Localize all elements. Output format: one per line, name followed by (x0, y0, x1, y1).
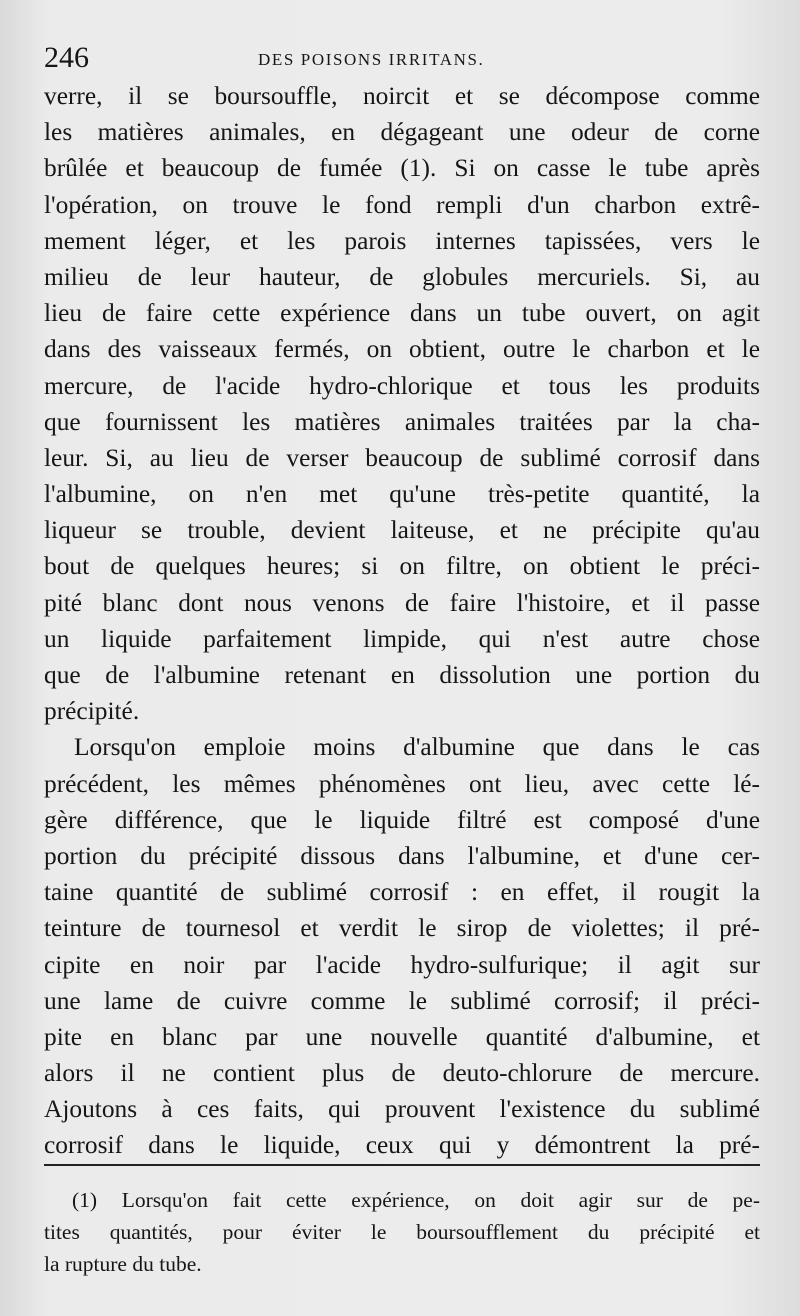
text-line: précipité. (44, 697, 140, 726)
footnote-line: tites quantités, pour éviter le boursoufflement du précipité et (44, 1220, 760, 1244)
text-line: pite en blanc par une nouvelle quantité d'albumine, et (44, 1022, 760, 1051)
footnote-line: la rupture du tube. (44, 1252, 202, 1276)
text-line: Ajoutons à ces faits, qui prouvent l'existence du sublimé (44, 1095, 760, 1124)
text-line: un liquide parfaitement limpide, qui n'est autre chose (44, 624, 760, 653)
page-header (44, 40, 760, 76)
footnote-divider (44, 1164, 760, 1166)
text-line: pité blanc dont nous venons de faire l'histoire, et il passe (44, 588, 760, 617)
text-line: dans des vaisseaux fermés, on obtient, outre le charbon et le (44, 335, 760, 364)
text-line: précédent, les mêmes phénomènes ont lieu, avec cette lé- (44, 769, 760, 798)
text-line: que de l'albumine retenant en dissolution une portion du (44, 661, 760, 689)
text-line: l'opération, on trouve le fond rempli d'un charbon extrê- (44, 190, 760, 219)
text-line: cipite en noir par l'acide hydro-sulfurique; il agit sur (44, 950, 760, 979)
footnotes (44, 1184, 760, 1280)
text-line: milieu de leur hauteur, de globules mercuriels. Si, au (44, 262, 760, 291)
text-line: corrosif dans le liquide, ceux qui y démontrent la pré- (44, 1131, 760, 1160)
text-line: leur. Si, au lieu de verser beaucoup de sublimé corrosif dans (44, 443, 760, 472)
body-text (44, 78, 760, 1164)
text-line: Lorsqu'on emploie moins d'albumine que dans le cas (74, 733, 760, 762)
running-title: DES POISONS IRRITANS. (258, 50, 485, 69)
text-line: que fournissent les matières animales traitées par la cha- (44, 407, 760, 436)
text-line: gère différence, que le liquide filtré est composé d'une (44, 805, 760, 834)
text-line: portion du précipité dissous dans l'albumine, et d'une cer- (44, 841, 760, 870)
text-line: une lame de cuivre comme le sublimé corrosif; il préci- (44, 986, 760, 1015)
text-line: lieu de faire cette expérience dans un tube ouvert, on agit (44, 299, 760, 328)
text-line: mement léger, et les parois internes tapissées, vers le (44, 226, 760, 255)
text-line: teinture de tournesol et verdit le sirop de violettes; il pré- (44, 914, 760, 943)
text-line: verre, il se boursouffle, noircit et se décompose comme (44, 82, 760, 110)
text-line: liqueur se trouble, devient laiteuse, et ne précipite qu'au (44, 516, 760, 545)
text-line: mercure, de l'acide hydro-chlorique et tous les produits (44, 371, 760, 400)
text-line: l'albumine, on n'en met qu'une très-petite quantité, la (44, 480, 760, 509)
text-line: taine quantité de sublimé corrosif : en effet, il rougit la (44, 878, 760, 907)
text-line: les matières animales, en dégageant une odeur de corne (44, 118, 760, 147)
footnote-line: (1) Lorsqu'on fait cette expérience, on doit agir sur de pe- (72, 1188, 760, 1212)
page-number: 246 (44, 41, 89, 74)
text-line: bout de quelques heures; si on filtre, on obtient le préci- (44, 552, 760, 581)
text-line: alors il ne contient plus de deuto-chlorure de mercure. (44, 1059, 760, 1088)
text-line: brûlée et beaucoup de fumée (1). Si on casse le tube après (44, 154, 760, 183)
